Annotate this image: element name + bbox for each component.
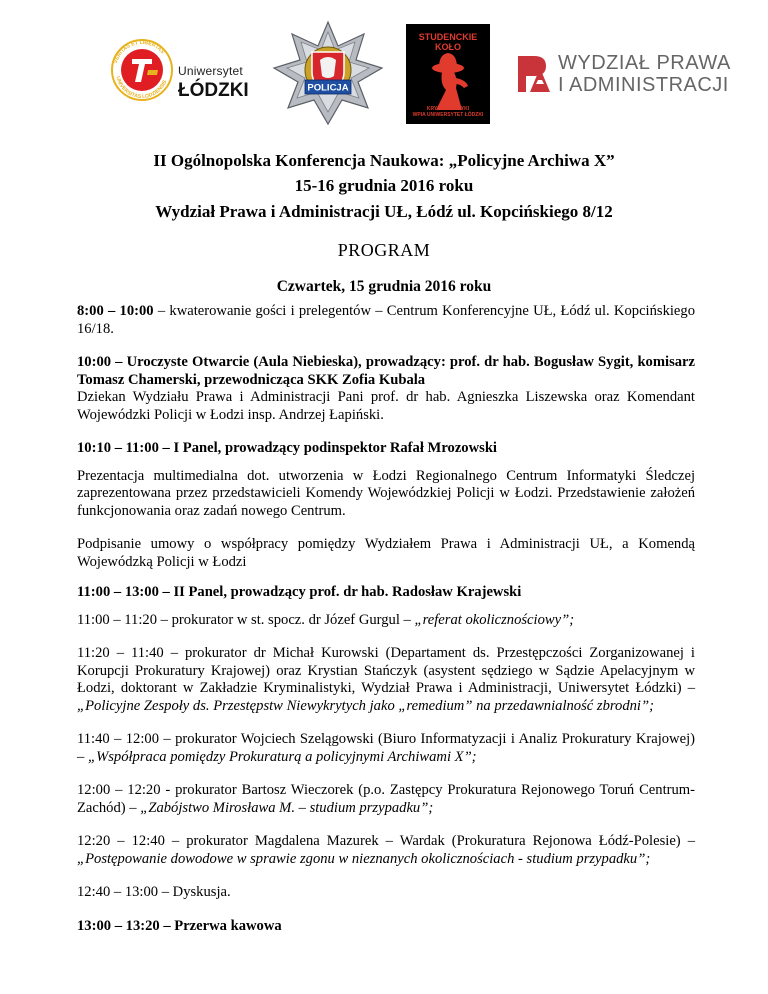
conference-venue: Wydział Prawa i Administracji UŁ, Łódź ul. Kopcińskiego 8/12: [155, 202, 613, 221]
skk-title-line1: STUDENCKIE: [418, 32, 478, 42]
schedule-talk-title: „Zabójstwo Mirosława M. – studium przypadku”;: [140, 799, 434, 816]
program-heading: PROGRAM: [337, 240, 431, 260]
skk-subtitle-line2: WPIA UNIWERSYTET ŁÓDZKI: [412, 112, 484, 118]
logo-strip: [0, 14, 768, 134]
panel-2-heading: 11:00 – 13:00 – II Panel, prowadzący prof. dr hab. Radosław Krajewski: [77, 584, 522, 600]
schedule-item-discussion: 12:40 – 13:00 – Dyskusja.: [77, 884, 231, 900]
conference-dates: 15-16 grudnia 2016 roku: [294, 176, 474, 195]
police-label: POLICJA: [307, 82, 349, 94]
skk-subtitle-line1: KRYMINALISTYKI: [426, 106, 470, 112]
panel-1-heading: 10:10 – 11:00 – I Panel, prowadzący podinspektor Rafał Mrozowski: [77, 440, 497, 456]
schedule-talk-title: „Policyjne Zespoły ds. Przestępstw Niewykrytych jako „remedium” na przedawnialność zbrodni”;: [77, 697, 654, 714]
schedule-item-gurgul: [77, 612, 695, 630]
faculty-name-line2: I ADMINISTRACJI: [558, 74, 729, 96]
faculty-name: [558, 52, 731, 96]
svg-text:UNIVERSITAS LODZIENSIS: UNIVERSITAS LODZIENSIS: [114, 75, 169, 101]
schedule-text: – kwaterowanie gości i prelegentów – Centrum Konferencyjne UŁ, Łódź ul. Kopcińskiego 16/18.: [77, 303, 695, 337]
schedule-item-szelagowski: [77, 731, 695, 766]
conference-title: II Ogólnopolska Konferencja Naukowa: „Policyjne Archiwa X”: [153, 151, 615, 170]
skk-subtitle: [406, 106, 490, 118]
schedule-text: 11:00 – 11:20 – prokurator w st. spocz. dr Józef Gurgul –: [77, 611, 415, 628]
university-name: [178, 64, 249, 102]
university-name-line1: Uniwersytet: [178, 64, 243, 78]
university-logo: [108, 30, 283, 110]
schedule-item-presentation: Prezentacja multimedialna dot. utworzenia w Łodzi Regionalnego Centrum Informatyki Śledczej zaprezentowana przez przedstawicieli Komendy Wojewódzkiej Policji w Łodzi. Przedstawienie założeń funkcjonowania oraz zadań nowego Centrum.: [77, 467, 695, 519]
police-logo: [272, 20, 384, 126]
schedule-text: 11:40 – 12:00 – prokurator Wojciech Szelągowski (Biuro Informatyzacji i Analiz Prokuratury Krajowej) –: [77, 731, 695, 765]
opening-text: Dziekan Wydziału Prawa i Administracji Pani prof. dr hab. Agnieszka Liszewska oraz Komendant Wojewódzki Policji w Łodzi insp. Andrzej Łapiński.: [77, 389, 695, 423]
skk-logo: [406, 24, 490, 124]
schedule-text: 11:20 – 11:40 – prokurator dr Michał Kurowski (Departament ds. Przestępczości Zorganizowanej i Korupcji Prokuratury Krajowej) oraz Krystian Stańczyk (asystent sędziego w Sądzie Apelacyjnym w Łodzi, doktorant w Zakładzie Kryminalistyki, Wydział Prawa i Administracji, Uniwersytet Łódzki) –: [77, 645, 695, 696]
university-emblem-icon: [108, 30, 178, 110]
university-name-line2: ŁÓDZKI: [178, 80, 249, 101]
schedule-text: 12:00 – 12:20 - prokurator Bartosz Wieczorek (p.o. Zastępcy Prokuratura Rejonowego Toruń Centrum-Zachód) –: [77, 782, 695, 816]
schedule-item-opening: [77, 354, 695, 424]
police-star-icon: [272, 20, 384, 126]
schedule-talk-title: „referat okolicznościowy”;: [414, 611, 575, 628]
schedule-text: 12:20 – 12:40 – prokurator Magdalena Mazurek – Wardak (Prokuratura Rejonowa Łódź-Polesie) –: [77, 833, 695, 849]
schedule-item-coffee-break: 13:00 – 13:20 – Przerwa kawowa: [77, 917, 282, 934]
schedule-item-agreement: Podpisanie umowy o współpracy pomiędzy Wydziałem Prawa i Administracji UŁ, a Komendą Wojewódzką Policji w Łodzi: [77, 536, 695, 570]
faculty-logo: [516, 50, 731, 102]
schedule-talk-title: „Postępowanie dowodowe w sprawie zgonu w nieznanych okolicznościach - studium przypadku”;: [77, 850, 651, 867]
day-heading: Czwartek, 15 grudnia 2016 roku: [276, 278, 492, 295]
faculty-mark-icon: [516, 54, 552, 94]
schedule-item-mazurek: [77, 833, 695, 868]
svg-text:VERITAS ET LIBERTAS: VERITAS ET LIBERTAS: [112, 39, 166, 65]
schedule-item-kurowski: [77, 645, 695, 715]
schedule-item-wieczorek: [77, 782, 695, 817]
faculty-name-line1: WYDZIAŁ PRAWA: [558, 52, 731, 74]
program-content: [77, 303, 695, 951]
skk-title-line2: KOŁO: [435, 42, 461, 52]
opening-heading: 10:00 – Uroczyste Otwarcie (Aula Niebieska), prowadzący: prof. dr hab. Bogusław Sygit, komisarz Tomasz Chamerski, przewodnicząca SKK Zofia Kubala: [77, 354, 695, 388]
schedule-talk-title: „Współpraca pomiędzy Prokuraturą a policyjnymi Archiwami X”;: [87, 748, 477, 765]
schedule-item-arrival: [77, 303, 695, 338]
schedule-time: 8:00 – 10:00: [77, 303, 154, 319]
